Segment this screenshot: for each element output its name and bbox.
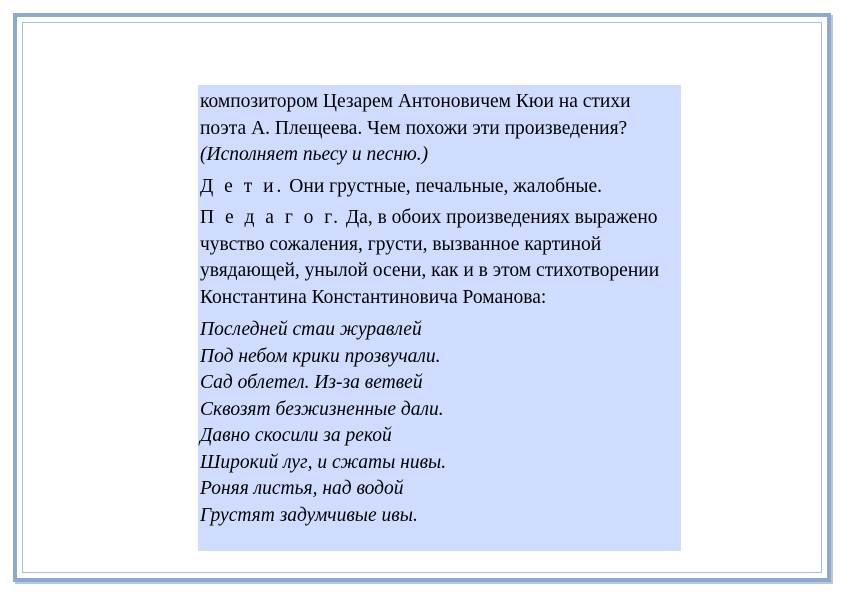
poem-line: Сквозят безжизненные дали. [200,398,444,420]
poem-line: Широкий луг, и сжаты нивы. [200,451,447,473]
poem-line: Роняя листья, над водой [200,478,404,499]
stage-direction: (Исполняет пьесу и песню.) [200,144,429,165]
paragraph-intro-text: композитором Цезарем Антоновичем Кюи на стихи поэта А. Плещеева. Чем похожи эти произведения? [200,91,631,139]
paragraph-children-text: Они грустные, печальные, жалобные. [284,175,603,197]
poem-line: Давно скосили за рекой [200,425,392,446]
speaker-teacher: П е д а г о г. [200,207,341,228]
poem [200,317,679,529]
poem-line: Под небом крики прозвучали. [200,345,441,367]
paragraph-teacher-text: Да, в обоих произведениях выражено чувство сожаления, грусти, вызванное картиной увядающей, унылой осени, как и в этом стихотворении Константина Константиновича Романова: [200,207,660,308]
poem-line: Сад облетел. Из-за ветвей [200,372,423,393]
poem-line: Последней стаи журавлей [200,319,422,340]
poem-line: Грустят задумчивые ивы. [200,504,418,526]
speaker-children: Д е т и. [200,175,285,197]
paragraph-teacher [200,205,679,311]
paragraph-children [200,174,679,201]
text-block [198,85,681,551]
paragraph-intro [200,89,679,169]
